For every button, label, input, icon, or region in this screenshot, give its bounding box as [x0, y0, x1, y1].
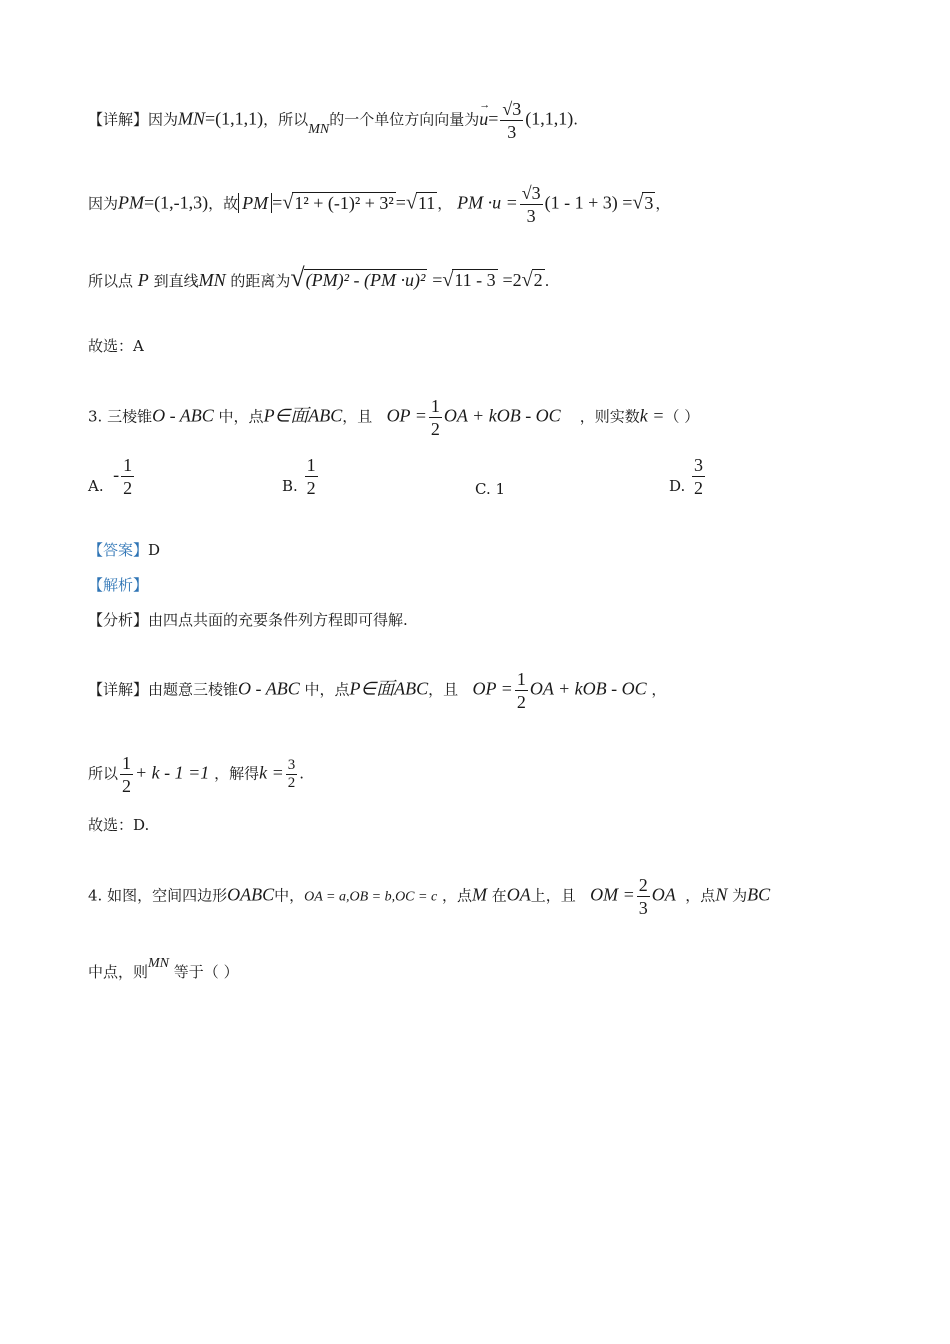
option-b[interactable]: B. $\frac{1}{2}$	[282, 455, 316, 498]
analysis-tag: 【解析】	[88, 576, 149, 594]
sqrt-distance-expr: (PM)² - (PM ·u)²	[305, 270, 426, 290]
fraction-sqrt3-over-3: $\frac{√3}{3}$	[502, 99, 522, 142]
answer-line	[88, 540, 160, 560]
fraction-dot: $\frac{√3}{3}$	[521, 183, 541, 226]
detail-line-unit-vector: 【详解】因为MN=(1,1,1)，所以MN的一个单位方向向量为 → u= $\frac{√3}{3}$ (1,1,1).	[88, 98, 579, 142]
conclusion-a: 故选：A	[88, 337, 144, 355]
question-3-stem: 3. 三棱锥O - ABC 中，点P∈面ABC，且 OP = $\frac{1}{2}$ OA + kOB - OC ，则实数k =（ ）	[88, 396, 700, 439]
pm-abs: PM	[238, 193, 272, 213]
vector-u: → u	[479, 98, 491, 129]
question-4-stem-continued: 中点，则MN 等于（ ）	[88, 956, 239, 981]
q3-solve-line: 所以 $\frac{1}{2}$ + k - 1 =1 ，解得k = $\frac{3}{2}$ .	[88, 753, 305, 796]
question-4-stem: 4. 如图，空间四边形OABC中，OA = a,OB = b,OC = c ，点M 在OA上，且 OM = $\frac{2}{3}$ OA ，点N 为BC	[88, 875, 771, 918]
q3-detail-line: 【详解】由题意三棱锥O - ABC 中，点P∈面ABC，且 OP = $\frac{1}{2}$ OA + kOB - OC ，	[88, 669, 667, 712]
detail-tag: 【详解】	[88, 110, 149, 129]
detail-line-distance: 所以点 P 到直线MN 的距离为√(PM)² - (PM ·u)² =√11 - 3 =2√2 .	[88, 263, 550, 292]
option-d[interactable]: D. $\frac{3}{2}$	[669, 455, 704, 498]
answer-tag: 【答案】	[88, 541, 149, 559]
conclusion-d: 故选：D.	[88, 816, 150, 834]
detail-line-pm-magnitude: 因为PM=(1,-1,3)，故 PM =√1² + (-1)² + 3² =√11 ， PM ·u = $\frac{√3}{3}$ (1 - 1 + 3) =√3 ，	[88, 183, 671, 226]
answer-value: D	[148, 541, 161, 559]
option-a[interactable]: A. - $\frac{1}{2}$	[88, 455, 133, 498]
fenxi-line: 【分析】由四点共面的充要条件列方程即可得解.	[88, 611, 408, 629]
option-c[interactable]: C. 1	[475, 480, 506, 498]
sqrt-sum-squares: 1² + (-1)² + 3²	[294, 192, 394, 213]
